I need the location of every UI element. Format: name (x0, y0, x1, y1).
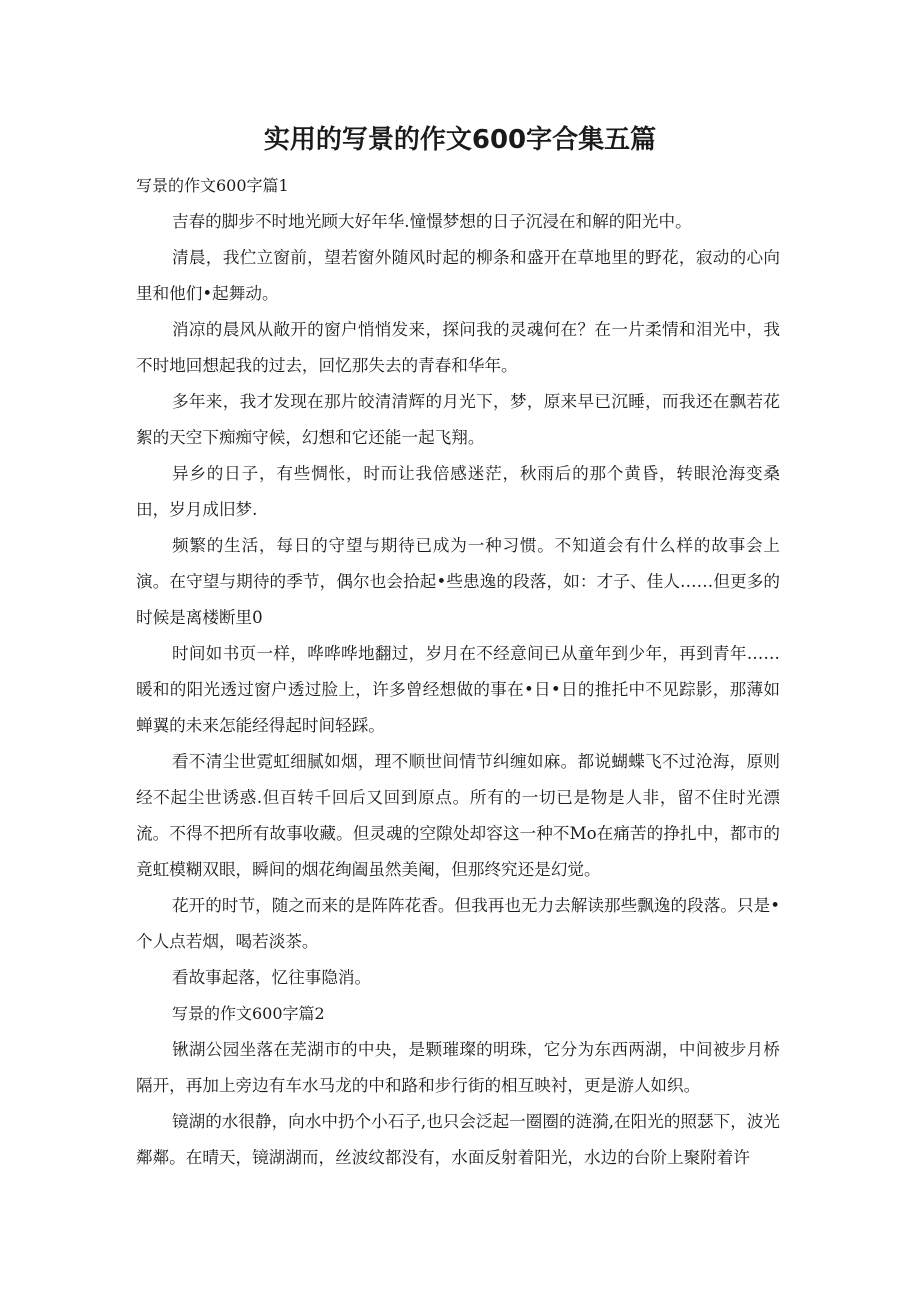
section-heading: 写景的作文600字篇1 (136, 176, 289, 195)
document-title: 实用的写景的作文600字合集五篇 (263, 125, 657, 155)
paragraph: 看不清尘世霓虹细腻如烟，理不顺世间情节纠缠如麻。都说蝴蝶飞不过沧海，原则经不起尘世诱惑.但百转千回后又回到原点。所有的一切已是物是人非，留不住时光漂流。不得不把所有故事收藏。但灵魂的空隙处却容这一种不Mo在痛苦的挣扎中，都市的竟虹模糊双眼，瞬间的烟花绚阖虽然美阉，但那终究还是幻觉。 (136, 752, 780, 879)
paragraph: 锹湖公园坐落在芜湖市的中央，是颗璀璨的明珠，它分为东西两湖，中间被步月桥隔开，再加上旁边有车水马龙的中和路和步行街的相互映衬，更是游人如织。 (136, 1040, 780, 1095)
paragraph: 时间如书页一样，哗哗哗地翻过，岁月在不经意间已从童年到少年，再到青年……暖和的阳光透过窗户透过脸上，许多曾经想做的事在•日•日的推托中不见踪影，那薄如蝉翼的未来怎能经得起时间轻踩。 (136, 644, 780, 735)
paragraph: 消凉的晨风从敞开的窗户悄悄发来，探问我的灵魂何在？在一片柔情和泪光中，我不时地回想起我的过去，回忆那失去的青春和华年。 (136, 320, 780, 375)
paragraph: 频繁的生活，每日的守望与期待已成为一种习惯。不知道会有什么样的故事会上演。在守望与期待的季节，偶尔也会拾起•些患逸的段落，如：才子、佳人……但更多的时候是离楼断里0 (136, 536, 780, 627)
paragraph: 镜湖的水很静，向水中扔个小石子,也只会泛起一圈圈的涟漪,在阳光的照瑟下，波光鄰鄰。在晴天，镜湖湖而，丝波纹都没有，水面反射着阳光，水边的台阶上聚附着许 (136, 1112, 780, 1167)
section-heading: 写景的作文600字篇2 (172, 1004, 325, 1023)
document-body (136, 168, 780, 1176)
paragraph: 清晨，我伫立窗前，望若窗外随风时起的柳条和盛开在草地里的野花，寂动的心向里和他们•起舞动。 (136, 248, 780, 303)
paragraph: 多年来，我才发现在那片皎清清辉的月光下，梦，原来早已沉睡，而我还在飘若花絮的天空下痴痴守候，幻想和它还能一起飞翔。 (136, 392, 780, 447)
paragraph: 吉春的脚步不时地光顾大好年华.憧憬梦想的日子沉浸在和解的阳光中。 (172, 212, 692, 231)
paragraph: 异乡的日子，有些惆怅，时而让我倍感迷茫，秋雨后的那个黄昏，转眼沧海变桑田，岁月成旧梦. (136, 464, 780, 519)
paragraph: 看故事起落，忆往事隐消。 (172, 968, 372, 987)
paragraph: 花开的时节，随之而来的是阵阵花香。但我再也无力去解读那些飘逸的段落。只是•个人点若烟，喝若淡茶。 (136, 896, 780, 951)
